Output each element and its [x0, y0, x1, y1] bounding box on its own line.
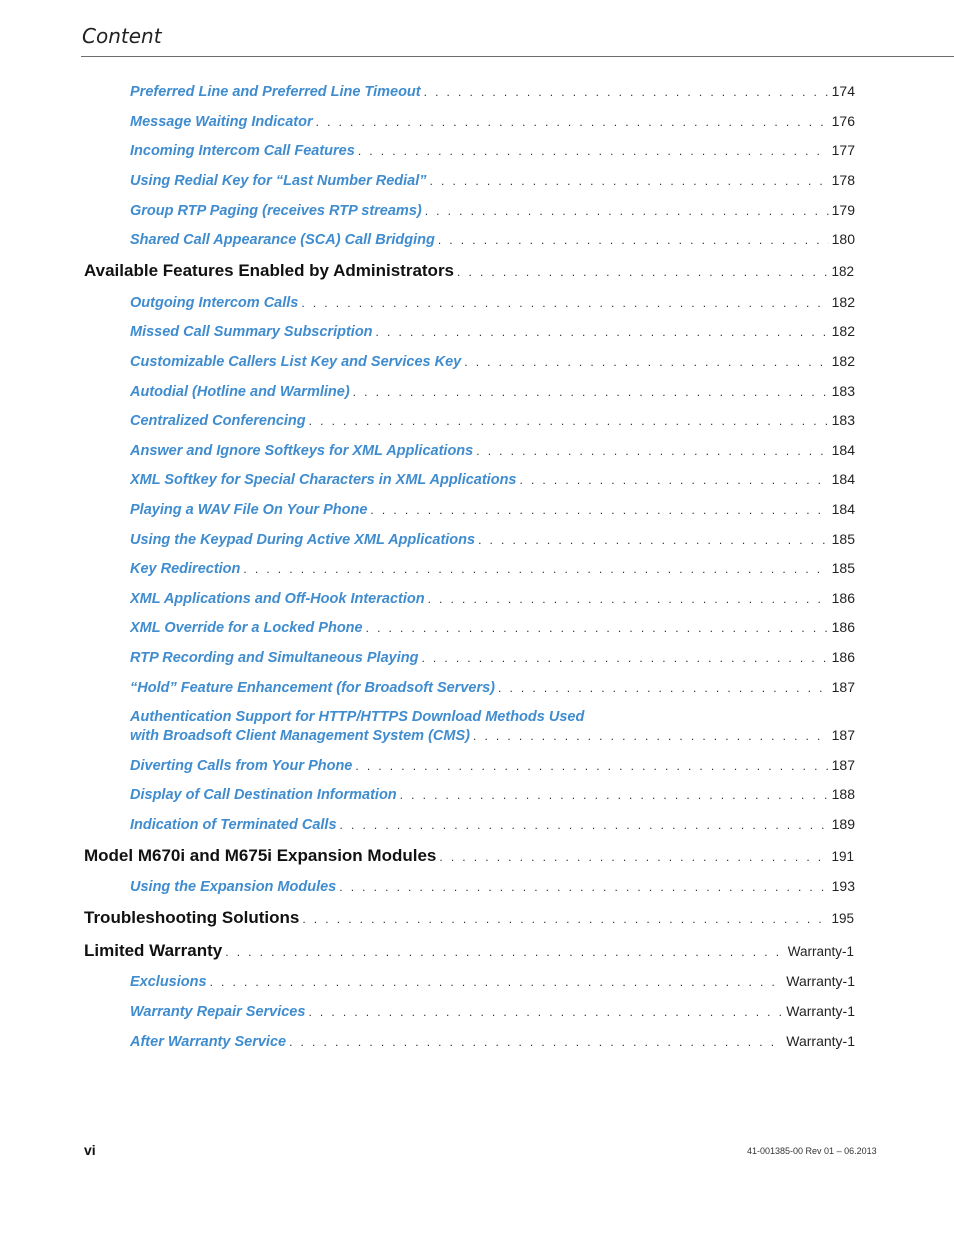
dot-leader — [302, 912, 828, 926]
toc-entry-page: 176 — [831, 113, 855, 129]
dot-leader — [316, 115, 829, 129]
dot-leader — [428, 592, 829, 606]
toc-entry-title[interactable]: Shared Call Appearance (SCA) Call Bridging — [130, 232, 435, 248]
dot-leader — [424, 85, 829, 99]
toc-subsection-entry[interactable] — [130, 816, 855, 833]
toc-subsection-entry[interactable] — [130, 727, 855, 744]
footer-doc-ref: 41-001385-00 Rev 01 – 06.2013 — [747, 1146, 877, 1156]
toc-entry-title[interactable]: Model M670i and M675i Expansion Modules — [84, 846, 437, 865]
dot-leader — [473, 729, 829, 743]
dot-leader — [210, 975, 784, 989]
toc-subsection-entry[interactable] — [130, 442, 855, 459]
toc-subsection-entry[interactable] — [130, 531, 855, 548]
toc-entry-page: 179 — [831, 202, 855, 218]
toc-entry-page: 185 — [831, 560, 855, 576]
dot-leader — [225, 945, 785, 959]
toc-entry-page: 183 — [831, 412, 855, 428]
toc-entry-page: 195 — [831, 911, 854, 926]
toc-entry-page: 182 — [831, 264, 854, 279]
toc-entry-title[interactable]: Diverting Calls from Your Phone — [130, 758, 353, 774]
toc-subsection-entry[interactable] — [130, 786, 855, 803]
dot-leader — [476, 444, 828, 458]
dot-leader — [421, 651, 828, 665]
toc-entry-title[interactable]: Message Waiting Indicator — [130, 114, 313, 130]
toc-entry-page: 180 — [831, 231, 855, 247]
toc-subsection-entry[interactable] — [130, 353, 855, 370]
dot-leader — [366, 621, 829, 635]
toc-entry-title[interactable]: Indication of Terminated Calls — [130, 817, 337, 833]
dot-leader — [425, 204, 829, 218]
dot-leader — [457, 265, 828, 279]
toc-entry-title[interactable]: Key Redirection — [130, 561, 241, 577]
dot-leader — [478, 533, 829, 547]
toc-section-entry[interactable] — [84, 261, 854, 281]
toc-entry-page: 184 — [831, 471, 855, 487]
toc-entry-page: 189 — [831, 816, 855, 832]
dot-leader — [353, 385, 829, 399]
toc-subsection-entry[interactable] — [130, 172, 855, 189]
toc-entry-page: 191 — [831, 849, 854, 864]
toc-entry-title[interactable]: Using Redial Key for “Last Number Redial” — [130, 173, 427, 189]
dot-leader — [308, 1005, 783, 1019]
toc-entry-page: Warranty-1 — [786, 973, 855, 989]
toc-entry-page: 187 — [831, 757, 855, 773]
toc-entry-title[interactable]: Available Features Enabled by Administrators — [84, 261, 455, 280]
toc-entry-title-line1[interactable]: Authentication Support for HTTP/HTTPS Download Methods Used — [130, 709, 585, 725]
toc-entry-title[interactable]: Group RTP Paging (receives RTP streams) — [130, 203, 422, 219]
toc-entry-title[interactable]: “Hold” Feature Enhancement (for Broadsoft Servers) — [130, 680, 495, 696]
toc-entry-page: 182 — [831, 323, 855, 339]
toc-entry-title[interactable]: with Broadsoft Client Management System (CMS) — [130, 728, 470, 744]
toc-subsection-entry[interactable] — [130, 649, 855, 666]
dot-leader — [438, 233, 829, 247]
dot-leader — [243, 562, 828, 576]
dot-leader — [289, 1035, 783, 1049]
toc-subsection-entry[interactable] — [130, 383, 855, 400]
toc-entry-title[interactable]: Incoming Intercom Call Features — [130, 143, 355, 159]
toc-subsection-entry[interactable] — [130, 1033, 855, 1050]
toc-entry-title[interactable]: Centralized Conferencing — [130, 413, 306, 429]
footer-page-number: vi — [84, 1142, 96, 1158]
toc-section-entry[interactable] — [84, 846, 854, 866]
toc-entry-page: Warranty-1 — [787, 944, 854, 959]
toc-section-entry[interactable] — [84, 941, 854, 961]
dot-leader — [520, 473, 829, 487]
dot-leader — [430, 174, 829, 188]
toc-entry-title[interactable]: After Warranty Service — [130, 1034, 287, 1050]
toc-entry-page: 186 — [831, 590, 855, 606]
toc-subsection-entry[interactable] — [130, 294, 855, 311]
toc-subsection-entry[interactable] — [130, 973, 855, 990]
toc-subsection-entry[interactable] — [130, 202, 855, 219]
toc-entry-title[interactable]: XML Softkey for Special Characters in XML Applications — [130, 472, 517, 488]
toc-subsection-entry[interactable] — [130, 1003, 855, 1020]
dot-leader — [370, 503, 828, 517]
dot-leader — [358, 144, 829, 158]
toc-entry-page: 186 — [831, 649, 855, 665]
toc-entry-title[interactable]: Outgoing Intercom Calls — [130, 295, 299, 311]
toc-entry-title[interactable]: RTP Recording and Simultaneous Playing — [130, 650, 419, 666]
toc-entry-title[interactable]: Exclusions — [130, 974, 207, 990]
toc-entry-title[interactable]: Autodial (Hotline and Warmline) — [130, 384, 350, 400]
toc-entry-page: 178 — [831, 172, 855, 188]
toc-entry-title[interactable]: Limited Warranty — [84, 941, 223, 960]
toc-entry-title[interactable]: XML Override for a Locked Phone — [130, 620, 363, 636]
toc-entry-page: 188 — [831, 786, 855, 802]
dot-leader — [464, 355, 828, 369]
toc-subsection-entry[interactable] — [130, 590, 855, 607]
toc-entry-page: 177 — [831, 142, 855, 158]
toc-entry-page: 186 — [831, 619, 855, 635]
dot-leader — [376, 325, 829, 339]
toc-entry-title[interactable]: Troubleshooting Solutions — [84, 908, 300, 927]
dot-leader — [309, 414, 829, 428]
toc-entry-title[interactable]: XML Applications and Off-Hook Interaction — [130, 591, 425, 607]
toc-section-entry[interactable] — [84, 908, 854, 928]
toc-subsection-entry[interactable] — [130, 323, 855, 340]
toc-subsection-entry[interactable] — [130, 501, 855, 518]
dot-leader — [400, 788, 829, 802]
toc-entry-page: 184 — [831, 442, 855, 458]
toc-entry-page: 182 — [831, 294, 855, 310]
toc-subsection-entry[interactable] — [130, 679, 855, 696]
dot-leader — [340, 818, 829, 832]
toc-entry-title[interactable]: Using the Keypad During Active XML Applications — [130, 532, 476, 548]
toc-subsection-entry[interactable] — [130, 757, 855, 774]
toc-entry-title[interactable]: Playing a WAV File On Your Phone — [130, 502, 368, 518]
toc-entry-page: 184 — [831, 501, 855, 517]
toc-subsection-entry[interactable] — [130, 231, 855, 248]
header-rule — [81, 56, 954, 57]
toc-subsection-entry[interactable] — [130, 471, 855, 488]
dot-leader — [439, 850, 828, 864]
dot-leader — [355, 759, 828, 773]
page-header-title: Content — [82, 24, 162, 48]
dot-leader — [301, 296, 828, 310]
toc-entry-page: Warranty-1 — [786, 1003, 855, 1019]
toc-entry-page: Warranty-1 — [786, 1033, 855, 1049]
toc-subsection-entry[interactable] — [130, 878, 855, 895]
toc-entry-page: 193 — [831, 878, 855, 894]
toc-entry-page: 187 — [831, 679, 855, 695]
toc-entry-title[interactable]: Answer and Ignore Softkeys for XML Applications — [130, 443, 474, 459]
dot-leader — [498, 681, 829, 695]
toc-subsection-entry[interactable] — [130, 412, 855, 429]
toc-entry-title[interactable]: Missed Call Summary Subscription — [130, 324, 373, 340]
toc-subsection-entry[interactable] — [130, 560, 855, 577]
toc-entry-page: 187 — [831, 727, 855, 743]
toc-entry-title[interactable]: Display of Call Destination Information — [130, 787, 397, 803]
toc-entry-page: 174 — [831, 83, 855, 99]
toc-entry-page: 183 — [831, 383, 855, 399]
toc-entry-page: 185 — [831, 531, 855, 547]
toc-entry-page: 182 — [831, 353, 855, 369]
toc-subsection-entry[interactable] — [130, 83, 855, 100]
toc-entry-title[interactable]: Customizable Callers List Key and Services Key — [130, 354, 462, 370]
toc-subsection-entry[interactable] — [130, 142, 855, 159]
toc-entry-title[interactable]: Using the Expansion Modules — [130, 879, 337, 895]
toc-entry-title[interactable]: Preferred Line and Preferred Line Timeout — [130, 84, 421, 100]
toc-subsection-entry[interactable] — [130, 619, 855, 636]
toc-entry-title[interactable]: Warranty Repair Services — [130, 1004, 306, 1020]
toc-subsection-entry[interactable] — [130, 113, 855, 130]
dot-leader — [339, 880, 828, 894]
